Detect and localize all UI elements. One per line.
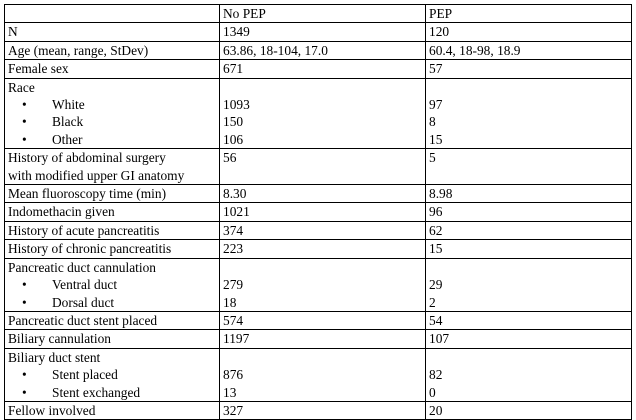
cell-pep: 107: [426, 330, 632, 348]
cell-pep: 96: [426, 203, 632, 221]
row-label: Female sex: [5, 60, 220, 78]
bullet: •: [22, 294, 27, 310]
list-item: [8, 276, 216, 293]
cell-no-pep: 1021: [220, 203, 426, 221]
cell-no-pep: 374: [220, 221, 426, 239]
item-label: Ventral duct: [52, 277, 118, 293]
cell-pep: 2: [429, 294, 436, 310]
table-row: [5, 60, 632, 78]
cell-pep: 62: [426, 221, 632, 239]
cell-pep: 8.98: [426, 185, 632, 203]
row-label-line: with modified upper GI anatomy: [8, 167, 185, 183]
cell-pep: 15: [426, 240, 632, 258]
cell-pep-group: [426, 258, 632, 311]
cell-pep: 97: [429, 97, 443, 113]
list-item: [8, 96, 216, 113]
row-label: Mean fluoroscopy time (min): [5, 185, 220, 203]
table-row: [5, 203, 632, 221]
cell-pep: 29: [429, 277, 443, 293]
group-label: Race: [8, 79, 35, 95]
cell-no-pep: 279: [223, 277, 244, 293]
cell-pep: 15: [429, 131, 443, 147]
list-item: [8, 113, 216, 130]
row-label-group: [5, 348, 220, 401]
cell-pep-group: [426, 78, 632, 149]
row-label: History of chronic pancreatitis: [5, 240, 220, 258]
cell-no-pep: 56: [220, 149, 426, 185]
row-label: Fellow involved: [5, 401, 220, 419]
table-row: [5, 78, 632, 149]
table-row: [5, 348, 632, 401]
cell-no-pep: 63.86, 18-104, 17.0: [220, 41, 426, 59]
item-label: White: [52, 97, 85, 113]
cell-no-pep: 223: [220, 240, 426, 258]
table-row: [5, 330, 632, 348]
pep-characteristics-table: [4, 4, 632, 420]
cell-pep: 8: [429, 114, 436, 130]
table-row: [5, 221, 632, 239]
row-label: Age (mean, range, StDev): [5, 41, 220, 59]
cell-no-pep: 106: [223, 131, 244, 147]
bullet: •: [22, 97, 27, 113]
list-item: [8, 366, 216, 383]
table-row: [5, 149, 632, 185]
header-pep: PEP: [426, 5, 632, 23]
cell-no-pep: 876: [223, 367, 244, 383]
cell-no-pep: 150: [223, 114, 244, 130]
row-label-group: [5, 258, 220, 311]
cell-no-pep: 1197: [220, 330, 426, 348]
header-no-pep: No PEP: [220, 5, 426, 23]
bullet: •: [22, 277, 27, 293]
cell-pep: 60.4, 18-98, 18.9: [426, 41, 632, 59]
cell-no-pep: 8.30: [220, 185, 426, 203]
table-row: [5, 240, 632, 258]
table-row: [5, 258, 632, 311]
table-row: [5, 23, 632, 41]
cell-no-pep: 13: [223, 384, 237, 400]
header-label-cell: [5, 5, 220, 23]
item-label: Dorsal duct: [52, 294, 115, 310]
group-label: Biliary duct stent: [8, 349, 101, 365]
cell-pep: 120: [426, 23, 632, 41]
cell-no-pep-group: [220, 258, 426, 311]
cell-pep-group: [426, 348, 632, 401]
cell-pep: 57: [426, 60, 632, 78]
list-item: [8, 384, 216, 401]
table-header-row: [5, 5, 632, 23]
cell-pep: 20: [426, 401, 632, 419]
cell-pep: 54: [426, 311, 632, 329]
row-label: History of acute pancreatitis: [5, 221, 220, 239]
row-label: Pancreatic duct stent placed: [5, 311, 220, 329]
bullet: •: [22, 384, 27, 400]
group-label: Pancreatic duct cannulation: [8, 259, 156, 275]
table-row: [5, 311, 632, 329]
bullet: •: [22, 131, 27, 147]
list-item: [8, 131, 216, 148]
cell-no-pep-group: [220, 78, 426, 149]
cell-no-pep: 671: [220, 60, 426, 78]
table-row: [5, 185, 632, 203]
cell-no-pep: 327: [220, 401, 426, 419]
row-label: Biliary cannulation: [5, 330, 220, 348]
cell-pep: 0: [429, 384, 436, 400]
item-label: Stent exchanged: [52, 384, 141, 400]
row-label-group: [5, 78, 220, 149]
bullet: •: [22, 367, 27, 383]
table-row: [5, 401, 632, 419]
cell-no-pep: 574: [220, 311, 426, 329]
cell-no-pep-group: [220, 348, 426, 401]
table-row: [5, 41, 632, 59]
row-label: Indomethacin given: [5, 203, 220, 221]
cell-pep: 82: [429, 367, 443, 383]
cell-no-pep: 18: [223, 294, 237, 310]
cell-no-pep: 1093: [223, 97, 250, 113]
cell-no-pep: 1349: [220, 23, 426, 41]
list-item: [8, 294, 216, 311]
item-label: Other: [52, 131, 83, 147]
item-label: Stent placed: [52, 367, 118, 383]
cell-pep: 5: [426, 149, 632, 185]
bullet: •: [22, 114, 27, 130]
row-label: N: [5, 23, 220, 41]
row-label-line: History of abdominal surgery: [8, 150, 166, 166]
item-label: Black: [52, 114, 84, 130]
row-label: [5, 149, 220, 185]
